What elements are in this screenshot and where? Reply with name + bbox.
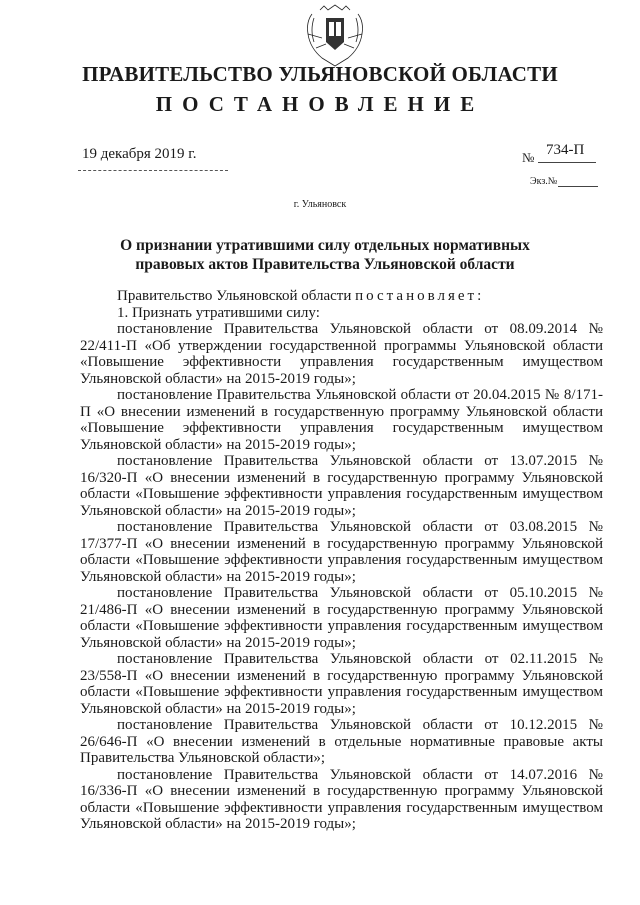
list-item: постановление Правительства Ульяновской области от 10.12.2015 № 26/646-П «О внесении изменений в отдельные нормативные правовые акты Правительства Ульяновской области»;: [80, 717, 603, 766]
list-item: постановление Правительства Ульяновской области от 20.04.2015 № 8/171-П «О внесении изменений в государственную программу Ульяновской области «Повышение эффективности управления государственным имуществом Ульяновской области» на 2015-2019 годы»;: [80, 387, 603, 453]
coat-of-arms-icon: [300, 4, 370, 70]
preamble: [80, 288, 603, 305]
preamble-lead: Правительство Ульяновской области: [117, 288, 356, 304]
document-date: 19 декабря 2019 г.: [82, 146, 197, 162]
list-item: постановление Правительства Ульяновской области от 02.11.2015 № 23/558-П «О внесении изменений в государственную программу Ульяновской области «Повышение эффективности управления государственным имуществом Ульяновской области» на 2015-2019 годы»;: [80, 651, 603, 717]
list-item: постановление Правительства Ульяновской области от 13.07.2015 № 16/320-П «О внесении изменений в государственную программу Ульяновской области «Повышение эффективности управления государственным имуществом Ульяновской области» на 2015-2019 годы»;: [80, 453, 603, 519]
list-item: постановление Правительства Ульяновской области от 03.08.2015 № 17/377-П «О внесении изменений в государственную программу Ульяновской области «Повышение эффективности управления государственным имуществом Ульяновской области» на 2015-2019 годы»;: [80, 519, 603, 585]
list-item: постановление Правительства Ульяновской области от 08.09.2014 № 22/411-П «Об утверждении государственной программы Ульяновской области «Повышение эффективности управления государственным имуществом Ульяновской области» на 2015-2019 годы»;: [80, 321, 603, 387]
date-underline: [78, 170, 228, 171]
number-label: №: [522, 150, 535, 165]
document-type: ПОСТАНОВЛЕНИЕ: [155, 92, 485, 116]
document-body: [80, 288, 603, 833]
list-item: постановление Правительства Ульяновской области от 14.07.2016 № 16/336-П «О внесении изменений в государственную программу Ульяновской области «Повышение эффективности управления государственным имуществом Ульяновской области» на 2015-2019 годы»;: [80, 766, 603, 832]
document-number: 734-П: [546, 142, 585, 158]
preamble-verb: постановляет:: [355, 288, 485, 304]
copy-underline: [558, 186, 598, 187]
item-1: 1. Признать утратившими силу:: [117, 304, 320, 321]
document-heading: О признании утратившими силу отдельных нормативных правовых актов Правительства Ульяновской области: [120, 237, 530, 273]
list-item: постановление Правительства Ульяновской области от 05.10.2015 № 21/486-П «О внесении изменений в государственную программу Ульяновской области «Повышение эффективности управления государственным имуществом Ульяновской области» на 2015-2019 годы»;: [80, 585, 603, 651]
copy-label: Экз.№: [530, 176, 558, 187]
government-title: ПРАВИТЕЛЬСТВО УЛЬЯНОВСКОЙ ОБЛАСТИ: [82, 62, 558, 86]
city: г. Ульяновск: [293, 199, 347, 210]
number-underline: [538, 162, 596, 163]
